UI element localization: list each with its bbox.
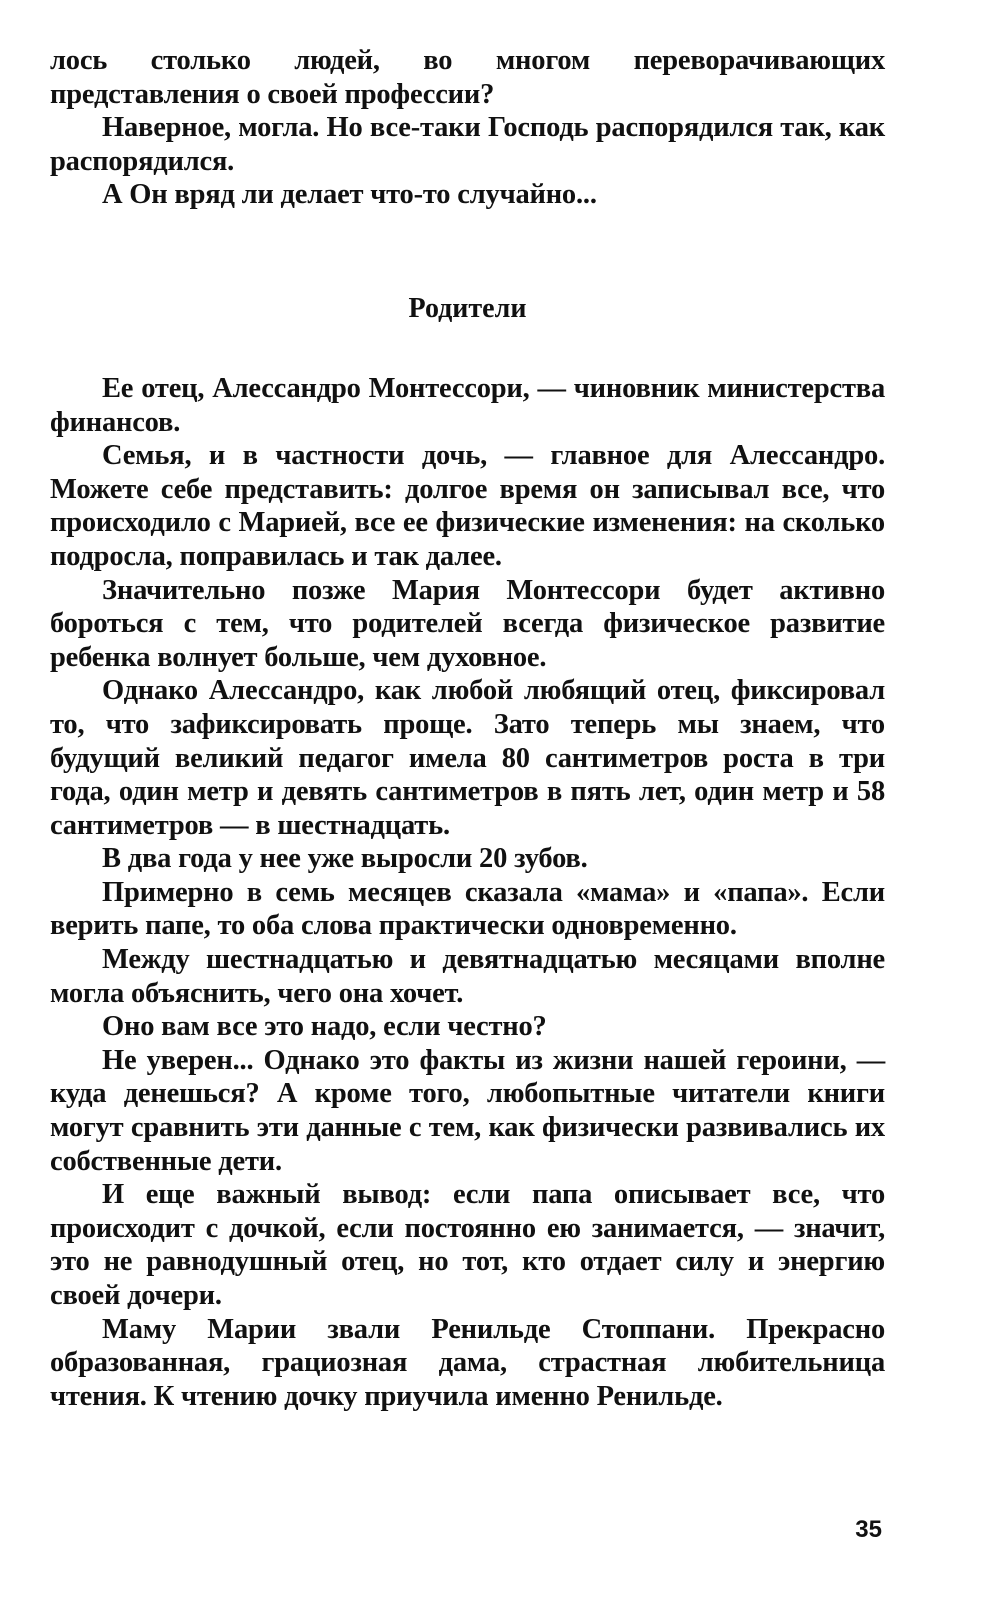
section-text bbox=[50, 372, 885, 1413]
paragraph: Маму Марии звали Ренильде Стоппани. Прекрасно образованная, грациозная дама, страстная любительница чтения. К чтению дочку приучила именно Ренильде. bbox=[50, 1313, 885, 1412]
paragraph: Примерно в семь месяцев сказала «мама» и «папа». Если верить папе, то оба слова практически одновременно. bbox=[50, 876, 885, 942]
paragraph: Оно вам все это надо, если честно? bbox=[102, 1011, 547, 1043]
paragraph: И еще важный вывод: если папа описывает все, что происходит с дочкой, если постоянно ею занимается, — значит, это не равнодушный отец, но тот, кто отдает силу и энергию своей дочери. bbox=[50, 1179, 885, 1311]
paragraph: Однако Алессандро, как любой любящий отец, фиксировал то, что зафиксировать проще. Зато теперь мы знаем, что будущий великий педагог имела 80 сантиметров роста в три года, один метр и девять сантиметров в пять лет, один метр и 58 сантиметров — в шестнадцать. bbox=[50, 675, 885, 841]
paragraph: Не уверен... Однако это факты из жизни нашей героини, — куда денешься? А кроме того, любопытные читатели книги могут сравнить эти данные с тем, как физически развивались их собственные дети. bbox=[50, 1044, 885, 1177]
book-page bbox=[50, 44, 885, 1413]
paragraph: Ее отец, Алессандро Монтессори, — чиновник министерства финансов. bbox=[50, 372, 885, 438]
page-number: 35 bbox=[855, 1516, 882, 1543]
paragraph: Наверное, могла. Но все-таки Господь распорядился так, как распорядился. bbox=[50, 112, 885, 177]
paragraph: Между шестнадцатью и девятнадцатью месяцами вполне могла объяснить, чего она хочет. bbox=[50, 944, 885, 1009]
paragraph: А Он вряд ли делает что-то случайно... bbox=[102, 179, 597, 211]
paragraph: В два года у нее уже выросли 20 зубов. bbox=[102, 843, 588, 875]
paragraph: Семья, и в частности дочь, — главное для Алессандро. Можете себе представить: долгое время он записывал все, что происходило с Марией, все ее физические изменения: на сколько подросла, поправилась и так далее. bbox=[50, 440, 885, 572]
intro-text bbox=[50, 44, 885, 212]
paragraph-continuation: лось столько людей, во многом переворачивающих представления о своей профессии? bbox=[50, 45, 885, 110]
section-title: Родители bbox=[408, 292, 527, 324]
paragraph: Значительно позже Мария Монтессори будет активно бороться с тем, что родителей всегда физическое развитие ребенка волнует больше, чем духовное. bbox=[50, 574, 885, 673]
